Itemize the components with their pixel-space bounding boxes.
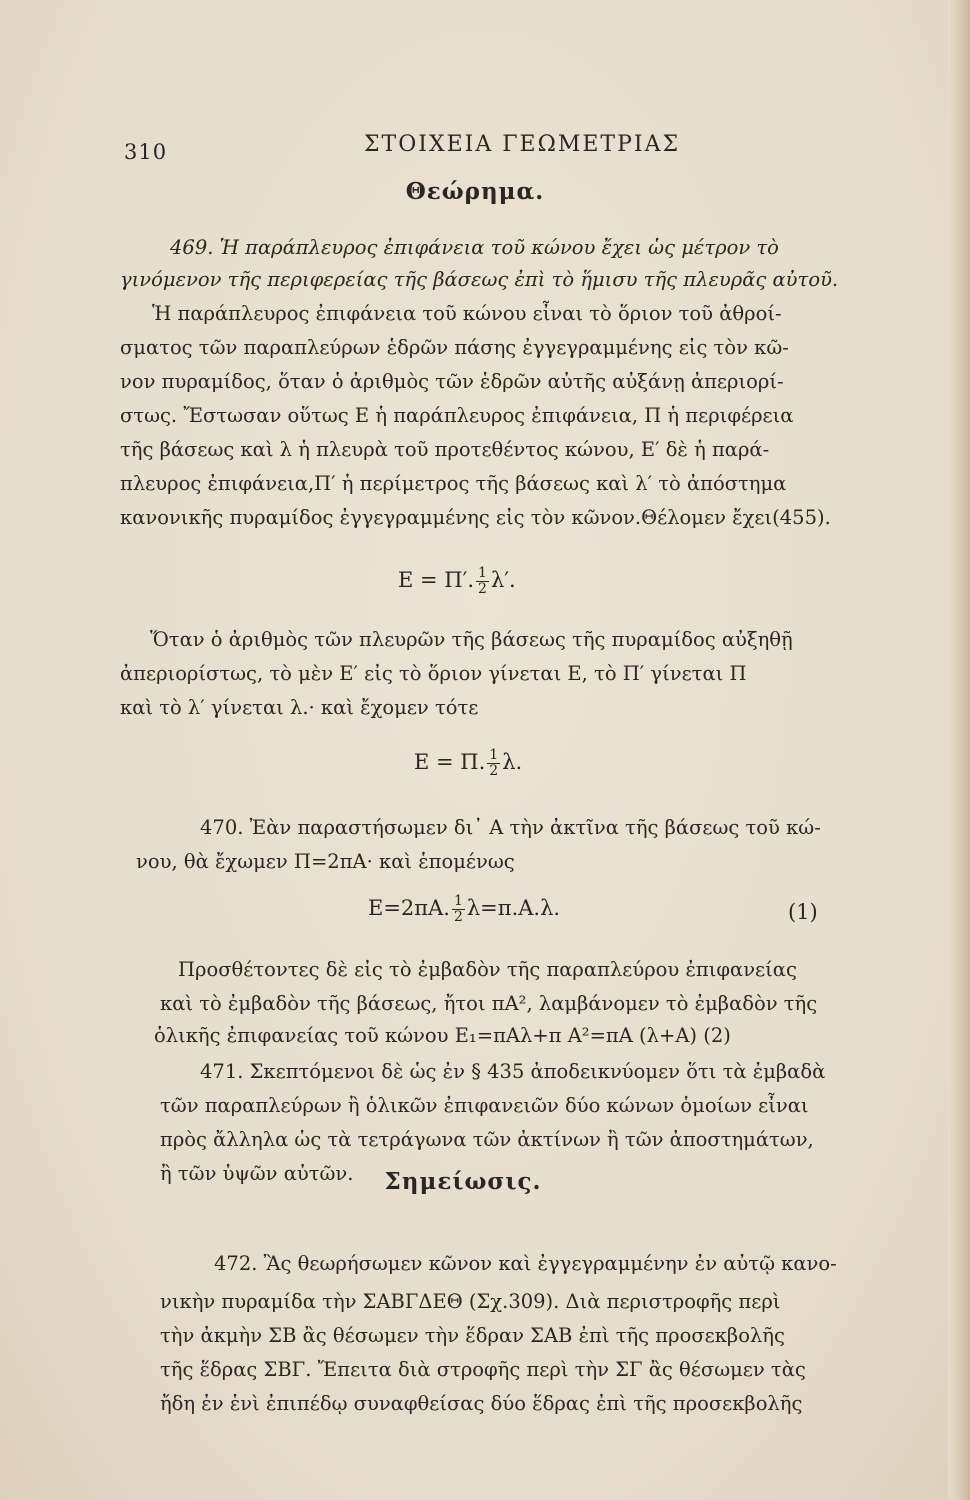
text-line: Ἡ παράπλευρος ἐπιφάνεια τοῦ κώνου εἶναι τὸ ὅριον τοῦ ἀθροί- — [152, 302, 782, 325]
page-header — [118, 132, 878, 172]
fraction-numerator: 1 — [453, 893, 463, 909]
text-line: στως. Ἔστωσαν οὕτως Ε ἡ παράπλευρος ἐπιφάνεια, Π ἡ περιφέρεια — [120, 404, 794, 427]
text-line: 472. Ἂς θεωρήσωμεν κῶνον καὶ ἐγγεγραμμένην ἐν αὐτῷ κανο- — [214, 1252, 837, 1275]
equation-rhs: λ′. — [490, 568, 516, 592]
text-line: καὶ τὸ ἐμβαδὸν τῆς βάσεως, ἤτοι πΑ², λαμβάνομεν τὸ ἐμβαδὸν τῆς — [160, 992, 818, 1015]
fraction-denominator: 2 — [453, 909, 463, 925]
text-line: 471. Σκεπτόμενοι δὲ ὡς ἐν § 435 ἀποδεικνύομεν ὅτι τὰ ἐμβαδὰ — [200, 1060, 826, 1083]
text-line: πλευρος ἐπιφάνεια,Π′ ἡ περίμετρος τῆς βάσεως καὶ λ′ τὸ ἀπόστημα — [120, 472, 787, 495]
text-line: 470. Ἐὰν παραστήσωμεν δι᾽ Α τὴν ἀκτῖνα τῆς βάσεως τοῦ κώ- — [200, 816, 821, 839]
text-line: πρὸς ἄλληλα ὡς τὰ τετράγωνα τῶν ἀκτίνων ἢ τῶν ἀποστημάτων, — [160, 1128, 814, 1151]
text-line: καὶ τὸ λ′ γίνεται λ.· καὶ ἔχομεν τότε — [120, 696, 479, 719]
equation-lhs: Ε=2πΑ. — [368, 896, 450, 920]
fraction-one-half — [487, 748, 500, 779]
fraction-denominator: 2 — [478, 581, 487, 597]
text-line: ἢ τῶν ὑψῶν αὐτῶν. — [160, 1162, 354, 1185]
equation-number: (1) — [788, 900, 818, 924]
text-line: γινόμενον τῆς περιφερείας τῆς βάσεως ἐπὶ τὸ ἥμισυ τῆς πλευρᾶς αὐτοῦ. — [120, 268, 839, 291]
text-line: σματος τῶν παραπλεύρων ἑδρῶν πάσης ἐγγεγραμμένης εἰς τὸν κῶ- — [120, 336, 789, 359]
page-number: 310 — [124, 140, 168, 164]
equation-2 — [414, 748, 522, 779]
fraction-numerator: 1 — [478, 565, 487, 581]
text-line: ἤδη ἐν ἑνὶ ἐπιπέδῳ συναφθείσας δύο ἕδρας ἐπὶ τῆς προσεκβολῆς — [160, 1392, 803, 1415]
equation-lhs: Ε = Π′. — [398, 568, 475, 592]
text-line: νου, θὰ ἔχωμεν Π=2πΑ· καὶ ἑπομένως — [136, 850, 515, 873]
heading-theorem: Θεώρημα. — [405, 178, 545, 205]
text-line: νικὴν πυραμίδα τὴν ΣΑΒΓΔΕΘ (Σχ.309). Διὰ περιστροφῆς περὶ — [160, 1290, 781, 1313]
equation-1 — [398, 566, 516, 597]
text-line: 469. Ἡ παράπλευρος ἐπιφάνεια τοῦ κώνου ἔχει ὡς μέτρον τὸ — [170, 236, 779, 259]
text-line: Ὅταν ὁ ἀριθμὸς τῶν πλευρῶν τῆς βάσεως τῆς πυραμίδος αὐξηθῇ — [150, 628, 793, 651]
heading-remark: Σημείωσις. — [384, 1168, 542, 1195]
text-line: κανονικῆς πυραμίδος ἐγγεγραμμένης εἰς τὸν κῶνον.Θέλομεν ἔχει(455). — [120, 506, 831, 529]
text-line: ὁλικῆς ἐπιφανείας τοῦ κώνου Ε₁=πΑλ+π Α²=πΑ (λ+Α) (2) — [154, 1024, 731, 1047]
text-line: Προσθέτοντες δὲ εἰς τὸ ἐμβαδὸν τῆς παραπλεύρου ἐπιφανείας — [178, 958, 797, 981]
text-line: τῆς βάσεως καὶ λ ἡ πλευρὰ τοῦ προτεθέντος κώνου, Ε′ δὲ ἡ παρά- — [120, 438, 770, 461]
fraction-one-half — [476, 566, 489, 597]
page-edge — [948, 0, 970, 1500]
text-line: ἀπεριορίστως, τὸ μὲν Ε′ εἰς τὸ ὅριον γίνεται Ε, τὸ Π′ γίνεται Π — [120, 662, 747, 685]
text-line: νον πυραμίδος, ὅταν ὁ ἀριθμὸς τῶν ἑδρῶν αὐτῆς αὐξάνῃ ἀπεριορί- — [120, 370, 784, 393]
equation-rhs: λ. — [502, 750, 523, 774]
fraction-denominator: 2 — [489, 763, 499, 779]
running-title: ΣΤΟΙΧΕΙΑ ΓΕΩΜΕΤΡΙΑΣ — [364, 132, 681, 157]
fraction-numerator: 1 — [489, 747, 499, 763]
equation-lhs: Ε = Π. — [414, 750, 486, 774]
equation-rhs: λ=π.Α.λ. — [466, 896, 561, 920]
equation-3 — [368, 894, 560, 925]
text-line: τὴν ἀκμὴν ΣΒ ἂς θέσωμεν τὴν ἕδραν ΣΑΒ ἐπὶ τῆς προσεκβολῆς — [160, 1324, 785, 1347]
text-line: τῆς ἕδρας ΣΒΓ. Ἔπειτα διὰ στροφῆς περὶ τὴν ΣΓ ἂς θέσωμεν τὰς — [160, 1358, 806, 1381]
fraction-one-half — [452, 894, 465, 925]
text-line: τῶν παραπλεύρων ἢ ὁλικῶν ἐπιφανειῶν δύο κώνων ὁμοίων εἶναι — [160, 1094, 809, 1117]
